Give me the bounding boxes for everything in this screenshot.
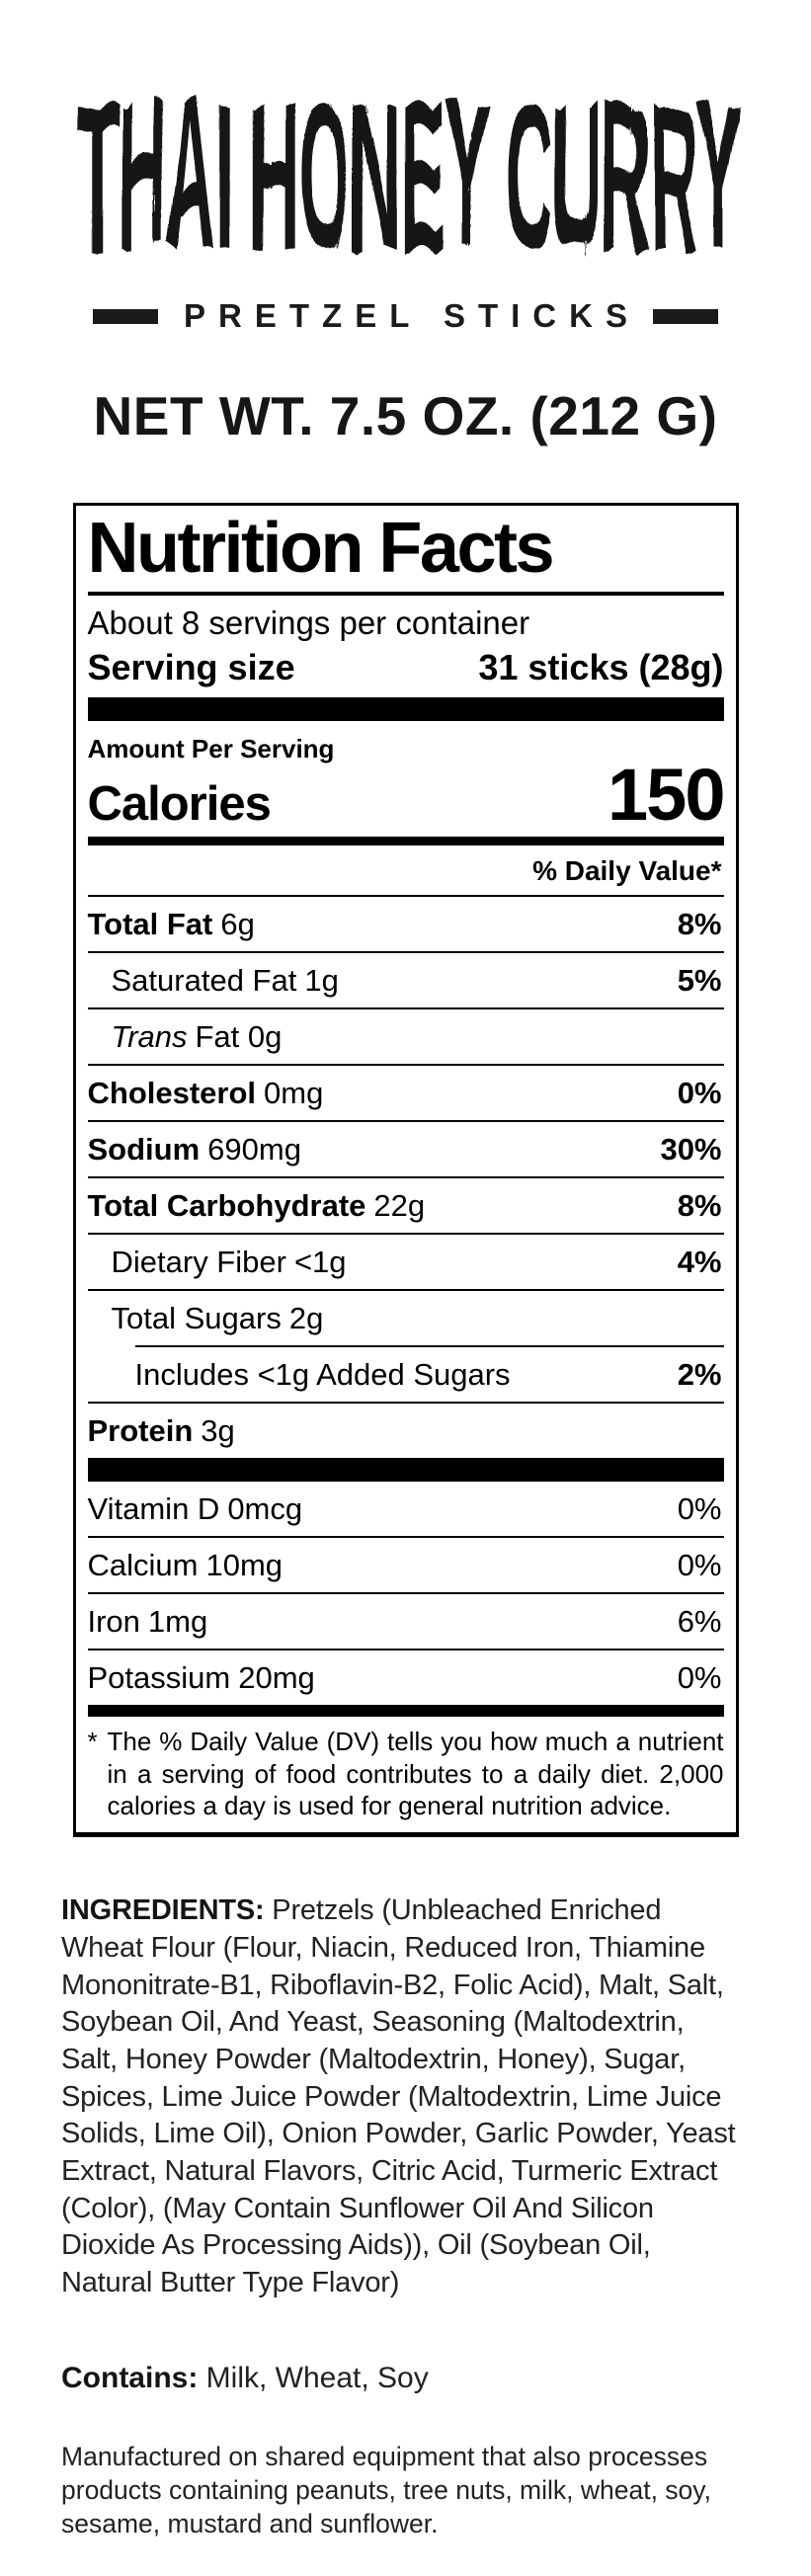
brand-title: THAI HONEY CURRY — [74, 50, 737, 286]
nutrient-amount: 690mg — [207, 1131, 301, 1167]
ingredients-text: Pretzels (Unbleached Enriched Wheat Flour (Flour, Niacin, Reduced Iron, Thiamine Mononitrate-B1, Riboflavin-B2, Folic Acid), Malt, Salt, Soybean Oil, And Yeast, Seasoning (Maltodextrin, Salt, Honey Powder (Maltodextrin, Honey), Sugar, Spices, Lime Juice Powder (Maltodextrin, Lime Juice Solids, Lime Oil), Onion Powder, Garlic Powder, Yeast Extract, Natural Flavors, Citric Acid, Turmeric Extract (Color), (May Contain Sunflower Oil And Silicon Dioxide As Processing Aids)), Oil (Soybean Oil, Natural Butter Type Flavor) — [61, 1894, 736, 2298]
nutrient-name: Trans — [111, 1018, 188, 1054]
vitamin-name: Vitamin D — [87, 1490, 220, 1526]
vitamin-row-iron — [88, 1594, 724, 1650]
contains-text: Milk, Wheat, Soy — [198, 2361, 429, 2394]
nutrient-row-sodium — [88, 1122, 724, 1178]
calories-label: Calories — [87, 776, 271, 831]
nutrient-rows — [88, 897, 724, 1458]
servings-per-container: About 8 servings per container — [87, 604, 530, 641]
nutrient-amount: <1g — [293, 1244, 347, 1279]
nutrient-name: Total Fat — [87, 906, 213, 941]
nutrient-dv: 2% — [677, 1356, 722, 1392]
subtitle-bar-right — [653, 309, 718, 324]
nutrient-row-total-sugars — [88, 1291, 724, 1345]
calories-value: 150 — [608, 753, 724, 836]
vitamin-rows — [88, 1482, 724, 1705]
nutrient-name: Total Carbohydrate — [87, 1187, 366, 1223]
vitamin-dv: 0% — [677, 1547, 722, 1582]
separator-bar-thick-top — [88, 697, 724, 721]
product-label — [0, 47, 811, 2576]
contains-paragraph — [61, 2362, 741, 2395]
footnote-asterisk: * — [87, 1726, 98, 1756]
nutrient-row-trans-fat — [88, 1009, 724, 1066]
nutrient-row-cholesterol — [88, 1066, 724, 1122]
amount-per-serving-label: Amount Per Serving — [87, 733, 335, 764]
vitamin-amount: 0mcg — [227, 1490, 303, 1526]
vitamin-row-potassium — [88, 1650, 724, 1705]
nutrient-name: Sodium — [87, 1131, 201, 1167]
separator-bar-thick-mid — [88, 1458, 724, 1482]
separator-bar-thin-bottom — [88, 1705, 724, 1717]
vitamin-row-vitamin-d — [88, 1482, 724, 1538]
nutrient-row-dietary-fiber — [88, 1235, 724, 1291]
nutrient-dv: 0% — [677, 1075, 722, 1110]
vitamin-amount: 10mg — [205, 1547, 284, 1582]
net-weight: NET WT. 7.5 OZ. (212 G) — [93, 385, 718, 446]
info-section — [61, 1892, 741, 2540]
nutrient-name: Cholesterol — [87, 1075, 257, 1110]
vitamin-dv: 6% — [677, 1603, 722, 1639]
nutrition-facts-panel — [73, 503, 739, 1837]
nutrition-facts-title: Nutrition Facts — [88, 512, 724, 596]
nutrient-name: Dietary Fiber — [111, 1244, 286, 1279]
nutrient-amount: 1g — [304, 962, 339, 998]
nutrient-row-added-sugars — [88, 1347, 724, 1404]
nutrient-dv: 8% — [677, 906, 722, 941]
vitamin-name: Iron — [87, 1603, 140, 1639]
nutrient-amount: 2g — [288, 1300, 324, 1335]
nutrient-amount: 22g — [373, 1187, 426, 1223]
nutrient-row-total-carbohydrate — [88, 1178, 724, 1235]
subtitle-bar-left — [93, 309, 158, 324]
nutrient-dv: 8% — [677, 1187, 722, 1223]
nutrient-row-protein — [88, 1404, 724, 1458]
daily-value-footnote — [88, 1717, 724, 1822]
brand-subtitle: PRETZEL STICKS — [184, 297, 640, 334]
nutrient-name: Includes <1g Added Sugars — [134, 1356, 511, 1392]
vitamin-dv: 0% — [677, 1659, 722, 1695]
nutrient-dv: 30% — [660, 1131, 722, 1167]
nutrient-amount: Fat 0g — [195, 1018, 283, 1054]
serving-size-value: 31 sticks (28g) — [478, 646, 724, 687]
nutrient-row-total-fat — [88, 897, 724, 953]
vitamin-name: Calcium — [87, 1547, 199, 1582]
vitamin-dv: 0% — [677, 1490, 722, 1526]
brand-header — [0, 47, 811, 447]
footnote-text: The % Daily Value (DV) tells you how much a nutrient in a serving of food contributes to a daily diet. 2,000 calories a day is used for general nutrition advice. — [107, 1726, 724, 1821]
nutrient-row-saturated-fat — [88, 953, 724, 1009]
brand-logo — [0, 47, 811, 289]
serving-size-label: Serving size — [87, 646, 295, 687]
nutrient-amount: 6g — [220, 906, 255, 941]
brand-subtitle-row — [0, 297, 811, 335]
separator-bar-medium — [88, 837, 724, 845]
contains-label: Contains: — [61, 2361, 199, 2394]
ingredients-label: INGREDIENTS: — [61, 1894, 265, 1927]
vitamin-amount: 20mg — [238, 1659, 315, 1695]
nutrient-name: Saturated Fat — [111, 962, 297, 998]
nutrient-dv: 5% — [677, 962, 722, 998]
nutrient-name: Protein — [87, 1412, 194, 1448]
allergen-statement: Manufactured on shared equipment that also processes products containing peanuts, tree nuts, milk, wheat, soy, sesame, mustard and sunflower. — [61, 2441, 711, 2538]
nutrient-name: Total Sugars — [111, 1300, 282, 1335]
vitamin-name: Potassium — [87, 1659, 231, 1695]
vitamin-amount: 1mg — [147, 1603, 208, 1639]
nutrient-amount: 0mg — [264, 1075, 324, 1110]
vitamin-row-calcium — [88, 1538, 724, 1594]
nutrient-amount: 3g — [201, 1412, 235, 1448]
daily-value-header: % Daily Value* — [88, 845, 724, 897]
serving-size-row — [88, 647, 724, 697]
nutrient-dv: 4% — [677, 1244, 722, 1279]
ingredients-paragraph — [61, 1892, 741, 2302]
calories-row — [87, 753, 724, 836]
